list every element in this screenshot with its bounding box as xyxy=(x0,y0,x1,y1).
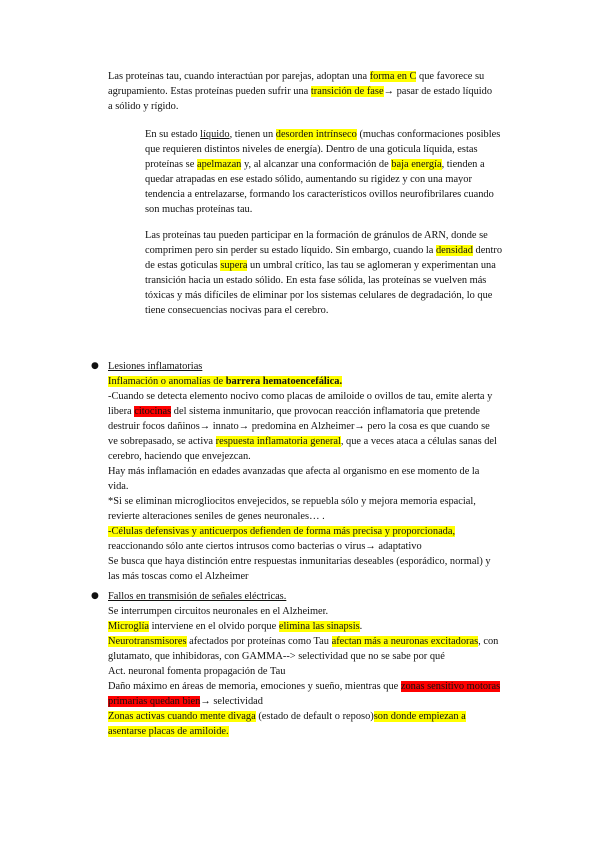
text-run: ve sobrepasado, se activa xyxy=(108,436,216,447)
text-run: Las proteínas tau pueden participar en la formación de gránulos de ARN, donde se xyxy=(145,230,488,241)
text-run: , tienden a xyxy=(441,159,485,170)
text-run: que favorece su xyxy=(416,71,485,82)
text-run: Daño máximo en áreas de memoria, emociones y sueño, mientras que xyxy=(108,681,401,692)
text-run: , tienen un xyxy=(229,129,276,140)
highlighted-text: Inflamación o anomalías de xyxy=(108,376,226,387)
text-run: y, al alcanzar una conformación de xyxy=(241,159,392,170)
section-signal-transmission xyxy=(91,589,528,739)
text-line xyxy=(108,694,528,709)
text-run: a sólido y rígido. xyxy=(108,101,179,112)
text-line xyxy=(108,374,528,389)
highlighted-text: barrera hematoencefálica. xyxy=(225,376,343,387)
text-line xyxy=(145,142,530,157)
section-body xyxy=(108,589,528,739)
text-line xyxy=(108,99,528,114)
text-line xyxy=(108,509,528,524)
highlighted-text: densidad xyxy=(435,245,473,256)
highlighted-text: primarias quedan bien xyxy=(108,696,201,707)
text-run: *Si se eliminan microgliocitos envejecidos, se repuebla sólo y mejora memoria espacial, xyxy=(108,496,476,507)
text-line xyxy=(108,69,528,84)
text-line xyxy=(145,127,530,142)
text-line xyxy=(108,679,528,694)
text-run: → pasar de estado líquido xyxy=(383,86,493,97)
text-run: comprimen pero sin perder su estado líquido. Sin embargo, cuando la xyxy=(145,245,436,256)
highlighted-text: -Células defensivas y anticuerpos defienden de forma más precisa y proporcionada, xyxy=(108,526,456,537)
text-line xyxy=(108,589,528,604)
text-line xyxy=(108,569,528,584)
text-line xyxy=(108,634,528,649)
text-run: (muchas conformaciones posibles xyxy=(356,129,501,140)
highlighted-text: Zonas activas cuando mente divaga xyxy=(108,711,256,722)
text-line xyxy=(108,359,528,374)
highlighted-text: Microglía xyxy=(108,621,149,632)
text-line xyxy=(108,84,528,99)
text-line xyxy=(108,724,528,739)
text-run: revierte alteraciones seniles de genes neuronales… . xyxy=(108,511,325,522)
highlighted-text: Lesiones inflamatorias xyxy=(108,361,203,372)
highlighted-text: respuesta inflamatoria general xyxy=(215,436,341,447)
text-run: cerebro, haciendo que envejezcan. xyxy=(108,451,251,462)
text-line xyxy=(145,228,530,243)
text-run: Hay más inflamación en edades avanzadas que afecta al organismo en ese momento de la xyxy=(108,466,480,477)
text-line xyxy=(145,202,530,217)
text-line xyxy=(108,419,528,434)
highlighted-text: asentarse placas de amiloide. xyxy=(108,726,229,737)
text-run: Se interrumpen circuitos neuronales en el Alzheimer. xyxy=(108,606,329,617)
text-run: . xyxy=(359,621,363,632)
text-run: libera xyxy=(108,406,135,417)
text-run: Las proteínas tau, cuando interactúan por parejas, adoptan una xyxy=(108,71,370,82)
highlighted-text: citocinas xyxy=(134,406,172,417)
text-line xyxy=(108,389,528,404)
text-run: interviene en el olvido porque xyxy=(148,621,279,632)
text-line xyxy=(145,187,530,202)
text-run: quedar atrapadas en ese estado sólido, aumentando su rigidez y con una mayor xyxy=(145,174,472,185)
highlighted-text: líquido xyxy=(200,129,230,140)
text-run: de estas goticulas xyxy=(145,260,221,271)
highlighted-text: Neurotransmisores xyxy=(108,636,187,647)
text-line xyxy=(108,449,528,464)
paragraph-liquid-state xyxy=(145,127,530,217)
text-line xyxy=(145,273,530,288)
text-run: tiene consecuencias nocivas para el cerebro. xyxy=(145,305,329,316)
highlighted-text: elimina las sinapsis xyxy=(278,621,360,632)
text-line xyxy=(145,157,530,172)
text-run: dentro xyxy=(472,245,503,256)
text-run: afectados por proteínas como Tau xyxy=(186,636,332,647)
text-run: transición hacia un estado sólido. En esta fase sólida, las proteínas se vuelven más xyxy=(145,275,487,286)
highlighted-text: zonas sensitivo motoras xyxy=(400,681,501,692)
text-line xyxy=(145,288,530,303)
text-run: , con xyxy=(478,636,499,647)
text-line xyxy=(145,258,530,273)
section-inflammatory-lesions xyxy=(91,359,528,584)
highlighted-text: afectan más a neuronas excitadoras xyxy=(331,636,479,647)
text-line xyxy=(108,709,528,724)
highlighted-text: baja energía xyxy=(391,159,442,170)
paragraph-rna-granules xyxy=(145,228,530,318)
text-run: del sistema inmunitario, que provocan reacción inflamatoria que pretende xyxy=(171,406,480,417)
text-run: En su estado xyxy=(145,129,201,140)
text-run: proteínas se xyxy=(145,159,197,170)
text-run: glutamato, que inhibidoras, con GAMMA--> selectividad que no se sabe por qué xyxy=(108,651,445,662)
highlighted-text: desorden intrínseco xyxy=(275,129,357,140)
text-run: agrupamiento. Estas proteínas pueden sufrir una xyxy=(108,86,311,97)
bullet-icon: ● xyxy=(91,361,99,371)
text-line xyxy=(108,664,528,679)
text-line xyxy=(108,404,528,419)
text-run: → selectividad xyxy=(200,696,263,707)
text-run: reaccionando sólo ante ciertos intrusos como bacterias o virus→ adaptativo xyxy=(108,541,422,552)
text-line xyxy=(108,539,528,554)
text-line xyxy=(108,494,528,509)
text-line xyxy=(108,604,528,619)
text-run: , que a veces ataca a células sanas del xyxy=(340,436,497,447)
text-run: Se busca que haya distinción entre respuestas inmunitarias deseables (esporádico, normal) y xyxy=(108,556,491,567)
bullet-icon: ● xyxy=(91,591,99,601)
highlighted-text: apelmazan xyxy=(196,159,242,170)
text-line xyxy=(108,524,528,539)
text-line xyxy=(145,303,530,318)
text-run: son muchas proteínas tau. xyxy=(145,204,253,215)
text-line xyxy=(108,434,528,449)
text-run: destruir focos dañinos→ innato→ predomina en Alzheimer→ pero la cosa es que cuando se xyxy=(108,421,490,432)
text-run: tendencia a entrelazarse, formando los característicos ovillos neurofibrilares cuando xyxy=(145,189,494,200)
highlighted-text: supera xyxy=(220,260,248,271)
highlighted-text: son donde empiezan a xyxy=(373,711,466,722)
text-line xyxy=(108,649,528,664)
text-run: Act. neuronal fomenta propagación de Tau xyxy=(108,666,286,677)
text-run: que requieren distintos niveles de energía). Dentro de una goticula líquida, estas xyxy=(145,144,478,155)
text-run: vida. xyxy=(108,481,129,492)
highlighted-text: transición de fase xyxy=(310,86,384,97)
highlighted-text: Fallos en transmisión de señales eléctricas. xyxy=(108,591,287,602)
text-line xyxy=(145,243,530,258)
text-line xyxy=(108,479,528,494)
paragraph-tau-pairs xyxy=(108,69,528,114)
text-run: (estado de default o reposo) xyxy=(255,711,374,722)
highlighted-text: forma en C xyxy=(369,71,417,82)
text-run: las más toscas como el Alzheimer xyxy=(108,571,249,582)
text-run: un umbral crítico, las tau se aglomeran y experimentan una xyxy=(247,260,496,271)
text-line xyxy=(108,464,528,479)
section-body xyxy=(108,359,528,584)
text-line xyxy=(108,554,528,569)
text-run: -Cuando se detecta elemento nocivo como placas de amiloide o ovillos de tau, emite alerta y xyxy=(108,391,493,402)
text-line xyxy=(145,172,530,187)
text-line xyxy=(108,619,528,634)
text-run: tóxicas y más difíciles de eliminar por los sistemas celulares de degradación, lo que xyxy=(145,290,493,301)
